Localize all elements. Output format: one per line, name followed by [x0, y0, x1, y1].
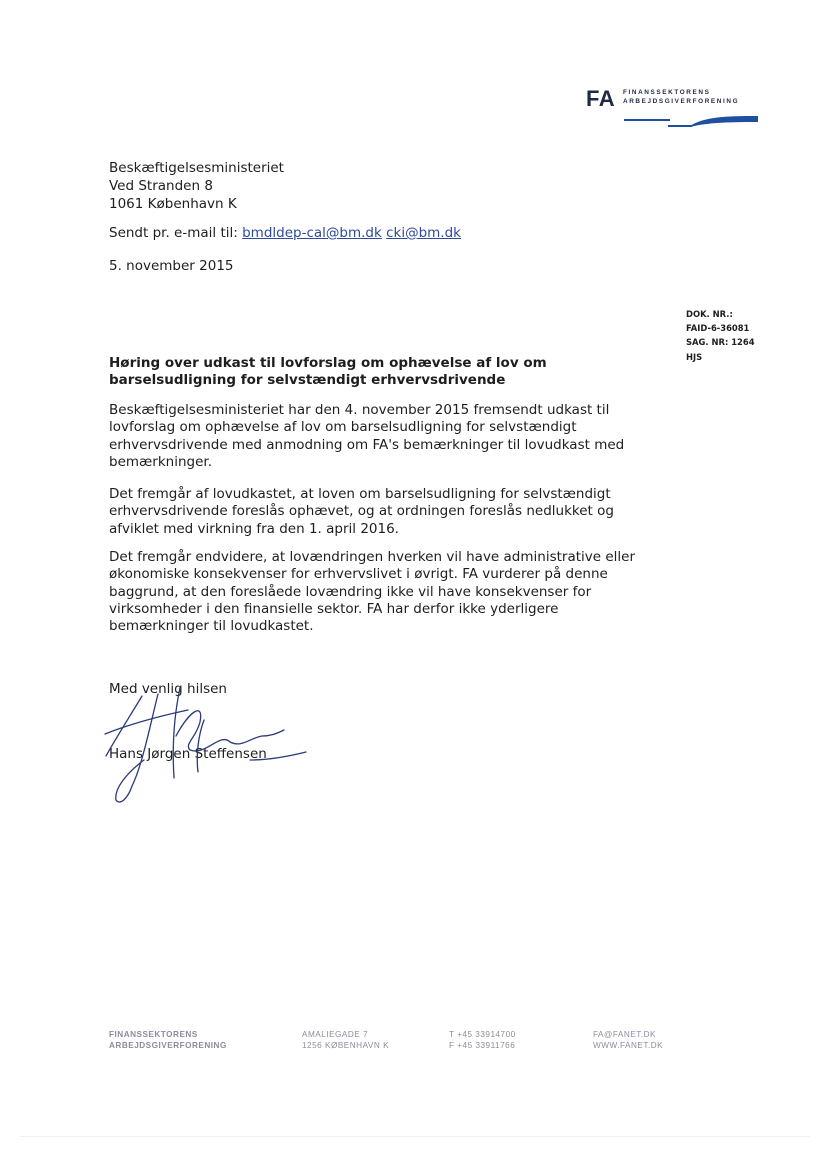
recipient-line2: Ved Stranden 8	[109, 178, 213, 194]
handwritten-signature	[100, 676, 315, 816]
dok-label: DOK. NR.:	[686, 309, 733, 319]
logo-name	[623, 89, 739, 106]
sag-number: SAG. NR: 1264	[686, 337, 755, 348]
dok-value: FAID-6-36081	[686, 323, 750, 334]
footer-email[interactable]: FA@FANET.DK	[593, 1030, 656, 1039]
footer-web[interactable]: WWW.FANET.DK	[593, 1041, 664, 1050]
initials: HJS	[686, 351, 703, 362]
letter-subject: Høring over udkast til lovforslag om ophævelse af lov om barselsudligning for selvstændigt erhvervsdrivende	[109, 355, 547, 388]
footer-fax: F +45 33911766	[449, 1041, 516, 1050]
footer-phone: T +45 33914700	[449, 1030, 516, 1039]
sent-label: Sendt pr. e-mail til:	[109, 225, 238, 241]
footer-city: 1256 KØBENHAVN K	[302, 1041, 390, 1050]
footer-contact	[593, 1029, 663, 1051]
email-link-2[interactable]: cki@bm.dk	[386, 225, 461, 241]
logo-bar-graphic	[624, 114, 760, 128]
footer-phone-fax	[449, 1029, 516, 1051]
footer-org-line2: ARBEJDSGIVERFORENING	[109, 1041, 227, 1050]
recipient-line3: 1061 København K	[109, 196, 237, 212]
recipient-address	[109, 159, 284, 213]
email-link-1[interactable]: bmdldep-cal@bm.dk	[242, 225, 382, 241]
letter-date: 5. november 2015	[109, 258, 234, 274]
signer-name: Hans Jørgen Steffensen	[109, 746, 267, 762]
page-bottom-divider	[20, 1136, 810, 1137]
logo-name-line2: ARBEJDSGIVERFORENING	[623, 97, 740, 105]
sent-line	[109, 225, 461, 241]
footer-org-line1: FINANSSEKTORENS	[109, 1030, 198, 1039]
logo-mark: FA	[586, 86, 616, 111]
reference-block	[686, 307, 755, 364]
paragraph-3: Det fremgår endvidere, at lovændringen hverken vil have administrative eller økonomiske konsekvenser for erhvervslivet i øvrigt. FA vurderer på denne baggrund, at den foreslåede lovændring ikke vil have konsekvenser for virksomheder i den finansielle sektor. FA har derfor ikke yderligere bemærkninger til lovudkastet.	[109, 549, 636, 635]
closing-greeting: Med venlig hilsen	[109, 681, 227, 697]
footer-organization	[109, 1029, 227, 1051]
footer-address	[302, 1029, 389, 1051]
paragraph-2: Det fremgår af lovudkastet, at loven om barselsudligning for selvstændigt erhvervsdrivende foreslås ophævet, og at ordningen foreslås nedlukket og afviklet med virkning fra den 1. april 2016.	[109, 486, 614, 537]
paragraph-1: Beskæftigelsesministeriet har den 4. november 2015 fremsendt udkast til lovforslag om ophævelse af lov om barselsudligning for selvstændigt erhvervsdrivende med anmodning om FA's bemærkninger til lovudkast med bemærkninger.	[109, 402, 625, 470]
recipient-line1: Beskæftigelsesministeriet	[109, 160, 284, 176]
footer-street: AMALIEGADE 7	[302, 1030, 369, 1039]
logo-name-line1: FINANSSEKTORENS	[623, 89, 711, 96]
